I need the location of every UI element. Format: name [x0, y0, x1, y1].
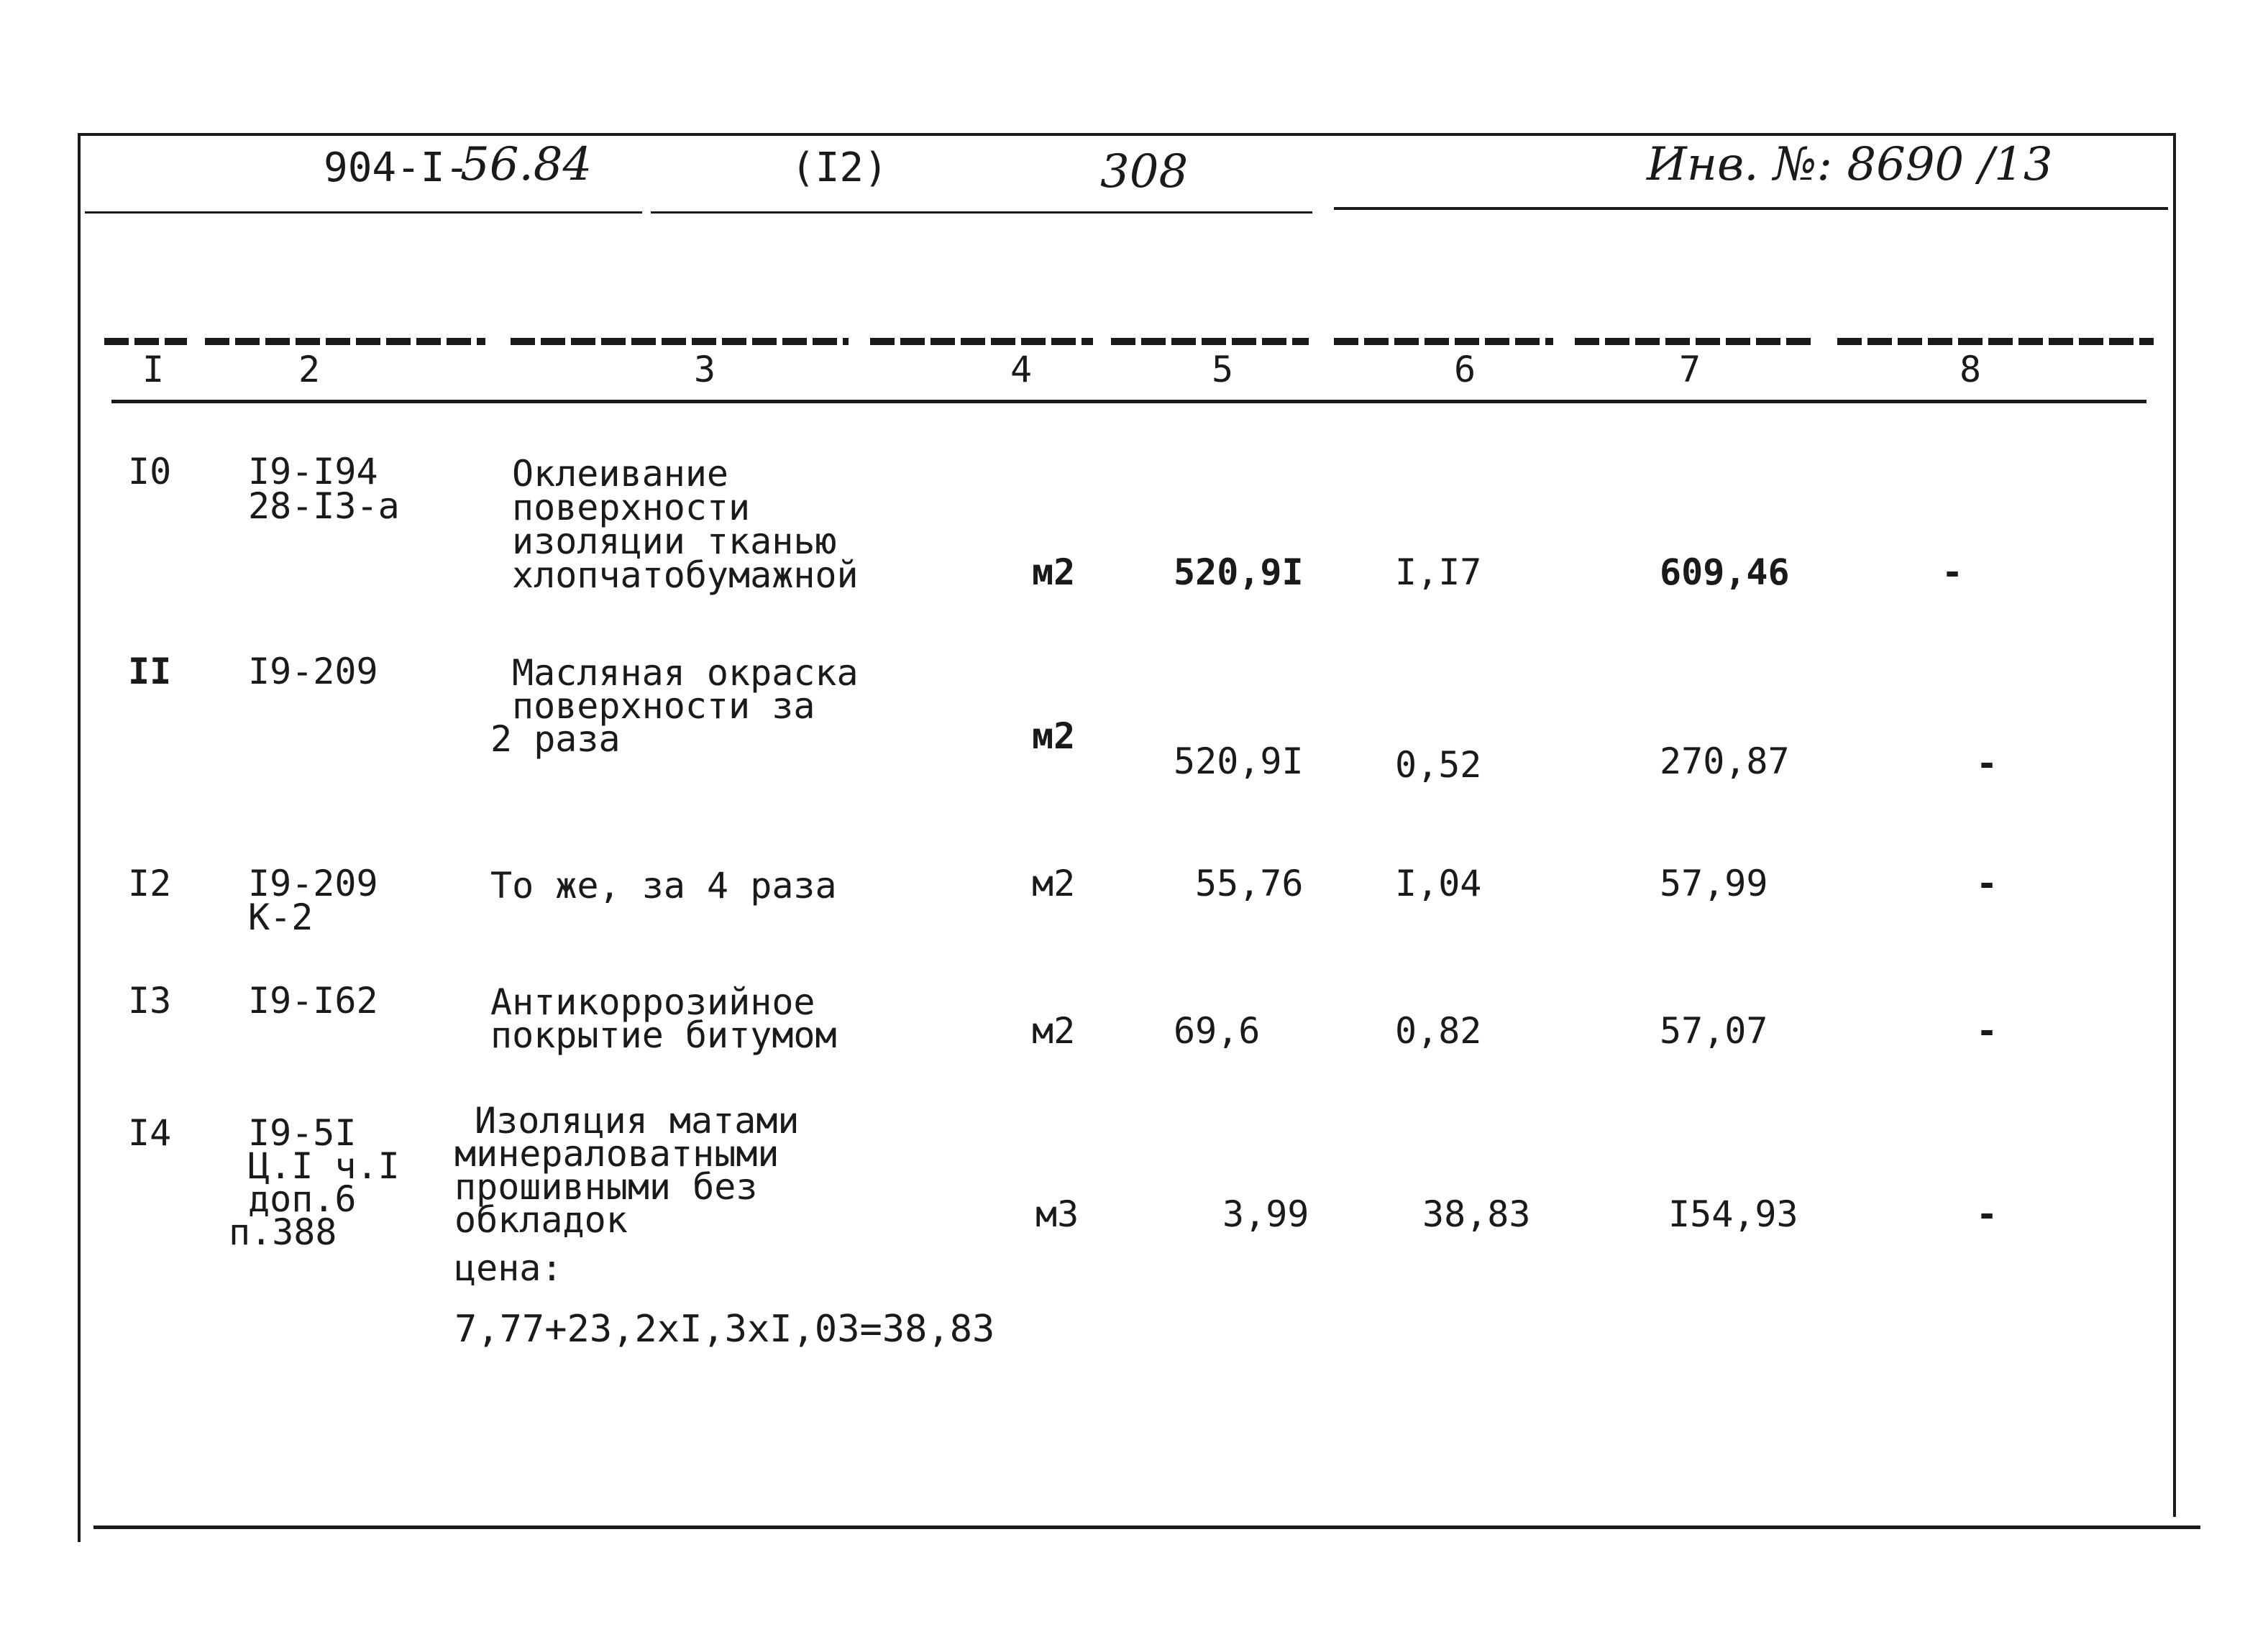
row-11-unit-price: 0,52 [1395, 744, 1482, 786]
row-13-quantity: 69,6 [1174, 1010, 1261, 1052]
row-14-total: I54,93 [1668, 1193, 1798, 1235]
dash-rule-col5 [1111, 338, 1309, 345]
row-12-unit: м2 [1032, 863, 1076, 904]
row-10-desc-line2: поверхности [512, 487, 751, 528]
column-header-1: I [142, 349, 165, 390]
row-14-desc-line4: обкладок [454, 1199, 628, 1241]
dash-rule-col1 [104, 338, 187, 345]
row-11-desc-line1: Масляная окраска [512, 652, 859, 694]
frame-bottom-line [93, 1526, 2200, 1529]
row-13-code-line1: I9-I62 [248, 980, 378, 1022]
frame-left-line [78, 133, 81, 1542]
row-10-unit: м2 [1032, 551, 1076, 593]
row-14-code-line2: Ц.I ч.I [248, 1145, 400, 1187]
row-14-code-line3: доп.6 [248, 1178, 357, 1220]
row-10-code-line1: I9-I94 [248, 451, 378, 492]
dash-rule-col6 [1334, 338, 1553, 345]
row-14-unit-price: 38,83 [1422, 1193, 1531, 1235]
dash-rule-col2 [205, 338, 485, 345]
page-number-handwritten: 308 [1100, 145, 1189, 198]
row-12-total: 57,99 [1660, 863, 1768, 904]
column-header-2: 2 [298, 349, 321, 390]
row-10-number: I0 [128, 451, 172, 492]
dash-rule-col7 [1575, 338, 1812, 345]
row-12-desc-line1: То же, за 4 раза [490, 865, 837, 907]
row-13-total: 57,07 [1660, 1010, 1768, 1052]
row-12-extra: - [1976, 863, 1998, 904]
row-12-code-line2: К-2 [248, 896, 314, 938]
frame-right-line [2173, 133, 2176, 1517]
row-10-total: 609,46 [1660, 551, 1790, 593]
row-13-desc-line2: покрытие битумом [490, 1014, 837, 1056]
header-underline-right [1334, 207, 2168, 210]
row-10-unit-price: I,I7 [1395, 551, 1482, 593]
dash-rule-col4 [870, 338, 1093, 345]
row-12-number: I2 [128, 863, 172, 904]
row-11-unit: м2 [1032, 715, 1076, 757]
column-header-4: 4 [1010, 349, 1033, 390]
row-11-desc-line3: 2 раза [490, 718, 621, 760]
column-header-8: 8 [1960, 349, 1982, 390]
row-11-total: 270,87 [1660, 740, 1790, 782]
doc-code-printed: 904-I- [324, 144, 470, 191]
inventory-number-handwritten: Инв. №: 8690 /13 [1647, 138, 2053, 191]
row-14-code-line4: п.388 [229, 1211, 337, 1253]
row-14-note-formula: 7,77+23,2хI,3хI,03=38,83 [454, 1308, 995, 1351]
header-underline-left [85, 211, 642, 214]
header-underline-mid [651, 211, 1312, 214]
row-14-extra: - [1976, 1193, 1998, 1235]
row-13-extra: - [1976, 1010, 1998, 1052]
row-10-desc-line3: изоляции тканью [512, 520, 837, 562]
column-header-5: 5 [1212, 349, 1234, 390]
row-12-code-line1: I9-209 [248, 863, 378, 904]
row-14-quantity: 3,99 [1222, 1193, 1309, 1235]
column-header-3: 3 [694, 349, 716, 390]
frame-top-line [78, 133, 2176, 136]
doc-code-handwritten: 56.84 [460, 138, 593, 191]
column-header-7: 7 [1679, 349, 1701, 390]
dash-rule-col3 [511, 338, 849, 345]
row-14-unit: м3 [1035, 1193, 1079, 1235]
row-11-code-line1: I9-209 [248, 651, 378, 692]
section-number: (I2) [791, 144, 888, 191]
row-14-code-line1: I9-5I [248, 1112, 357, 1154]
row-10-quantity: 520,9I [1174, 551, 1304, 593]
row-12-quantity: 55,76 [1195, 863, 1304, 904]
row-14-desc-line2: минераловатными [454, 1133, 779, 1175]
column-header-6: 6 [1454, 349, 1476, 390]
row-10-extra: - [1942, 551, 1964, 593]
row-14-number: I4 [128, 1112, 172, 1154]
row-13-unit: м2 [1032, 1010, 1076, 1052]
row-12-unit-price: I,04 [1395, 863, 1482, 904]
row-11-quantity: 520,9I [1174, 740, 1304, 782]
row-14-desc-line1: Изоляция матами [475, 1100, 800, 1142]
row-10-desc-line4: хлопчатобумажной [512, 554, 859, 596]
row-10-desc-line1: Оклеивание [512, 453, 729, 495]
row-13-unit-price: 0,82 [1395, 1010, 1482, 1052]
row-11-extra: - [1976, 743, 1998, 784]
row-10-code-line2: 28-I3-а [248, 485, 400, 527]
row-11-desc-line2: поверхности за [512, 685, 815, 727]
row-11-number: II [128, 651, 172, 692]
row-13-number: I3 [128, 980, 172, 1022]
column-header-underline [111, 400, 2146, 403]
row-14-desc-line3: прошивными без [454, 1166, 758, 1208]
row-14-note-label: цена: [454, 1247, 563, 1289]
dash-rule-col8 [1837, 338, 2154, 345]
row-13-desc-line1: Антикоррозийное [490, 981, 815, 1023]
